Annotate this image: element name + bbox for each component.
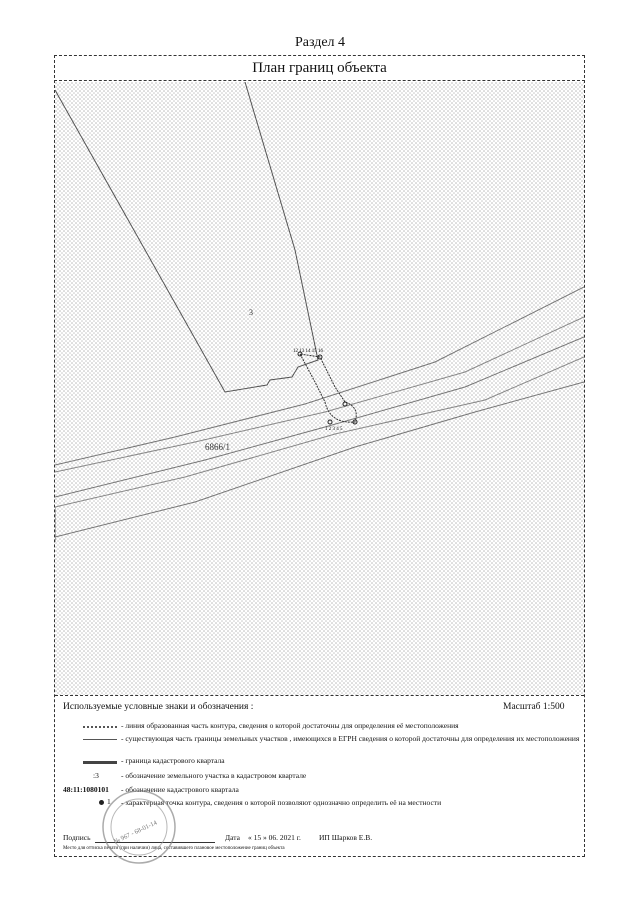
legend-item-text: - линия образованная часть контура, сведения о которой достаточны для определения её местоположения bbox=[121, 721, 459, 730]
point-labels-top: 12 13 14 15 16 bbox=[293, 349, 323, 354]
legend-item-text: - обозначение земельного участка в кадастровом квартале bbox=[121, 771, 307, 780]
stamp-text: № 967 - 68-01-14 bbox=[112, 819, 159, 846]
signature-label: Подпись bbox=[63, 833, 91, 842]
road-label: 6866/1 bbox=[205, 442, 231, 452]
date-label: Дата bbox=[225, 833, 240, 842]
legend-item-text: - граница кадастрового квартала bbox=[121, 756, 225, 765]
parcel-label: 3 bbox=[249, 308, 253, 317]
legend-heading: Используемые условные знаки и обозначения : bbox=[63, 702, 254, 712]
quarter-symbol: 48:11:1080101 bbox=[63, 785, 109, 794]
legend-item-text: - характерная точка контура, сведения о которой позволяют однозначно определить её на местности bbox=[121, 798, 442, 807]
point-labels-bottom: 1 2 3 4 5 bbox=[325, 427, 343, 432]
legend-section bbox=[55, 695, 584, 856]
scale-label: Масштаб 1:500 bbox=[503, 702, 565, 712]
legend-item-text: - существующая часть границы земельных участков , имеющихся в ЕГРН сведения о которой достаточны для определения их местоположения bbox=[121, 734, 580, 743]
boundary-map bbox=[55, 82, 584, 695]
plan-title: План границ объекта bbox=[54, 55, 585, 81]
date-value: « 15 » 06. 2021 г. bbox=[248, 833, 301, 842]
parcel-symbol: :3 bbox=[93, 771, 99, 780]
signer-name: ИП Шарков Е.В. bbox=[319, 833, 373, 842]
seal-stamp bbox=[100, 788, 178, 866]
legend-item-text: - обозначение кадастрового квартала bbox=[121, 785, 239, 794]
existing-line-symbol bbox=[83, 739, 117, 740]
map-background bbox=[55, 82, 584, 695]
point-number: 1 bbox=[107, 797, 111, 806]
section-title: Раздел 4 bbox=[294, 35, 346, 50]
formed-line-symbol bbox=[83, 726, 117, 728]
quarter-boundary-symbol bbox=[83, 761, 117, 764]
stamp-note: Место для оттиска печати (при наличии) лица, составившего плановое местоположение границ объекта bbox=[63, 846, 285, 851]
